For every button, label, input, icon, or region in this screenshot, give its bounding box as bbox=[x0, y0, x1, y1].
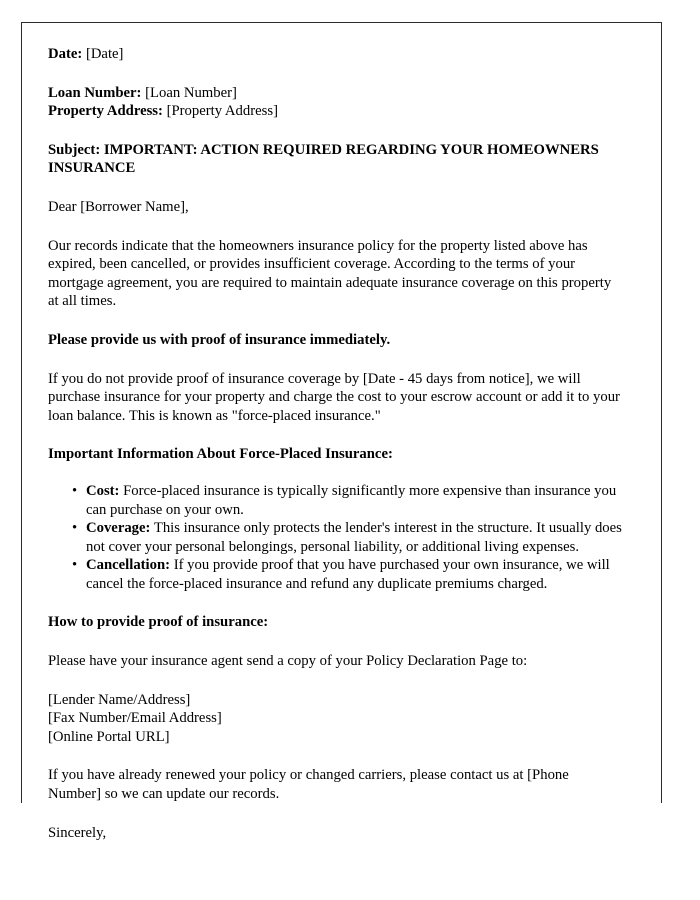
contact-line-portal-url: [Online Portal URL] bbox=[48, 728, 170, 745]
letter-page bbox=[21, 22, 662, 841]
bullet-term: Cost: bbox=[86, 482, 120, 499]
bullet-text: This insurance only protects the lender's interest in the structure. It usually does not cover your personal belongings, personal liability, or additional living expenses. bbox=[86, 520, 622, 555]
property-address-label: Property Address: bbox=[48, 103, 163, 120]
force-placed-info-list bbox=[48, 482, 624, 594]
opening-paragraph: Our records indicate that the homeowners insurance policy for the property listed above has expired, been cancelled, or provides insufficient coverage. According to the terms of your mortgage agreement, you are required to maintain adequate insurance coverage on this property at all times. bbox=[48, 237, 612, 310]
how-to-heading: How to provide proof of insurance: bbox=[48, 614, 269, 631]
spacer bbox=[48, 464, 624, 482]
list-item bbox=[86, 556, 624, 593]
spacer bbox=[48, 350, 624, 370]
bullet-term: Cancellation: bbox=[86, 557, 171, 574]
spacer bbox=[48, 121, 624, 141]
list-item bbox=[86, 519, 624, 556]
spacer bbox=[48, 217, 624, 237]
loan-number-value: [Loan Number] bbox=[145, 84, 237, 101]
subject-label: Subject: bbox=[48, 141, 101, 158]
call-to-action: Please provide us with proof of insurance immediately. bbox=[48, 331, 391, 348]
spacer bbox=[48, 746, 624, 766]
property-address-line bbox=[48, 102, 624, 121]
contact-line-lender: [Lender Name/Address] bbox=[48, 691, 191, 708]
spacer bbox=[48, 425, 624, 445]
date-label: Date: bbox=[48, 46, 83, 62]
loan-number-line bbox=[48, 84, 624, 103]
letter-content bbox=[48, 45, 624, 842]
already-renewed-paragraph: If you have already renewed your policy or changed carriers, please contact us at [Phone Number] so we can update our records. bbox=[48, 767, 569, 803]
list-item bbox=[86, 482, 624, 519]
spacer bbox=[48, 178, 624, 198]
info-heading: Important Information About Force-Placed Insurance: bbox=[48, 446, 393, 463]
contact-line-fax-email: [Fax Number/Email Address] bbox=[48, 710, 222, 727]
subject-text: IMPORTANT: ACTION REQUIRED REGARDING YOUR HOMEOWNERS INSURANCE bbox=[48, 141, 599, 177]
date-value: [Date] bbox=[85, 46, 124, 62]
spacer bbox=[48, 593, 624, 613]
property-address-value: [Property Address] bbox=[166, 103, 278, 120]
subject-line bbox=[48, 141, 624, 178]
spacer bbox=[48, 671, 624, 691]
spacer bbox=[48, 804, 624, 824]
how-to-paragraph: Please have your insurance agent send a copy of your Policy Declaration Page to: bbox=[48, 653, 528, 670]
spacer bbox=[48, 632, 624, 652]
bullet-text: If you provide proof that you have purchased your own insurance, we will cancel the force-placed insurance and refund any duplicate premiums charged. bbox=[86, 557, 610, 592]
closing-salutation: Sincerely, bbox=[48, 824, 107, 841]
salutation: Dear [Borrower Name], bbox=[48, 198, 189, 215]
spacer bbox=[48, 64, 624, 84]
consequence-paragraph: If you do not provide proof of insurance coverage by [Date - 45 days from notice], we will purchase insurance for your property and charge the cost to your escrow account or add it to your loan balance. This is known as "force-placed insurance." bbox=[48, 370, 620, 424]
bullet-term: Coverage: bbox=[86, 520, 151, 537]
loan-number-label: Loan Number: bbox=[48, 84, 142, 101]
bullet-text: Force-placed insurance is typically significantly more expensive than insurance you can purchase on your own. bbox=[86, 482, 617, 518]
spacer bbox=[48, 311, 624, 331]
date-line bbox=[48, 45, 624, 64]
